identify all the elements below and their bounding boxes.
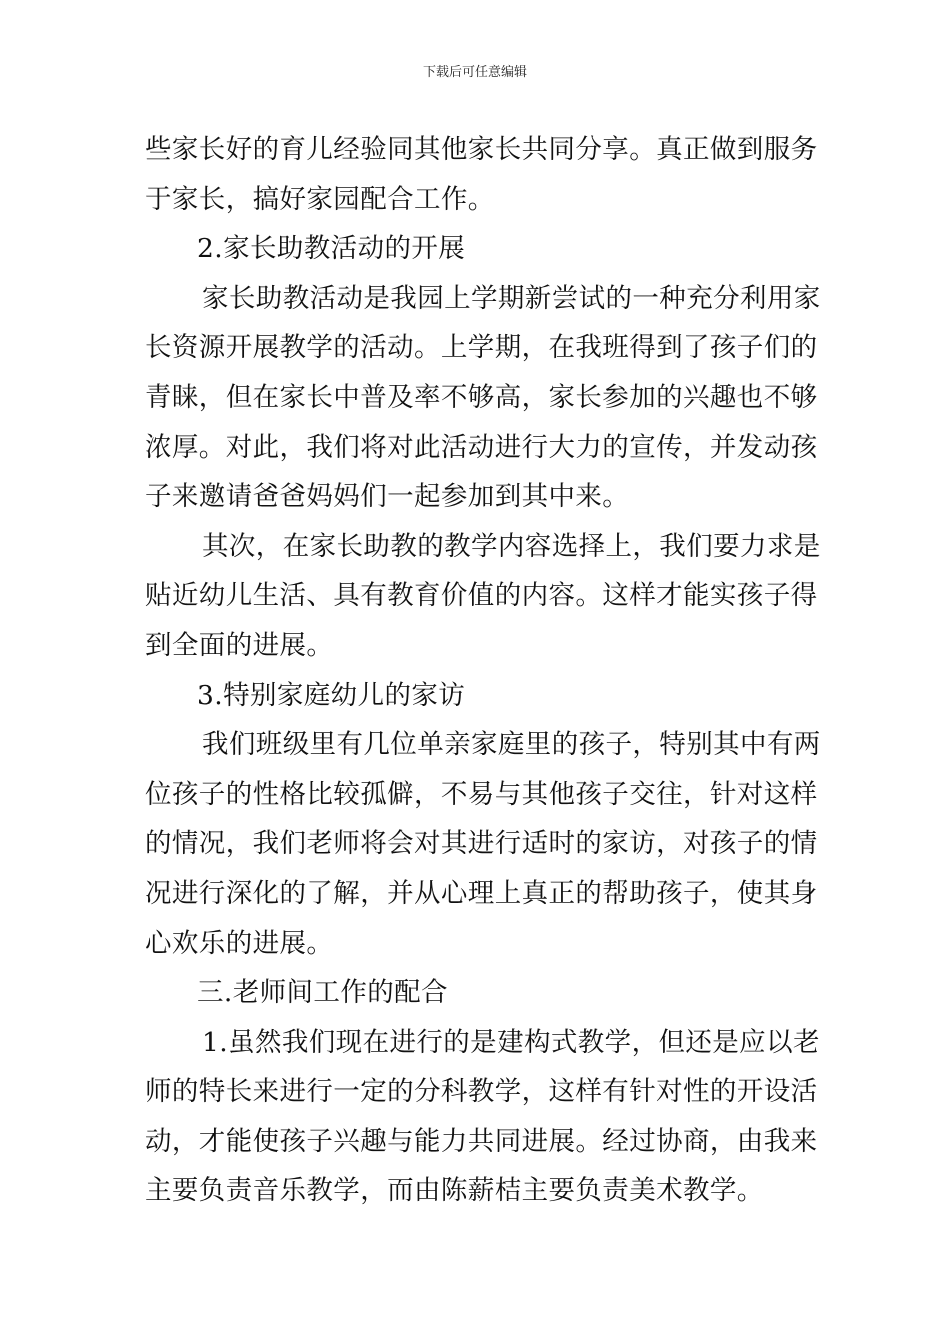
document-body bbox=[145, 125, 821, 1216]
text-line: 于家长，搞好家园配合工作。 bbox=[145, 183, 495, 215]
text-line: 些家长好的育儿经验同其他家长共同分享。真正做到服务 bbox=[145, 134, 818, 165]
text-line: 浓厚。对此，我们将对此活动进行大力的宣传，并发动孩 bbox=[145, 431, 818, 463]
section-heading: 3.特别家庭幼儿的家访 bbox=[197, 679, 466, 711]
text-line: 子来邀请爸爸妈妈们一起参加到其中来。 bbox=[145, 481, 630, 513]
text-line: 的情况，我们老师将会对其进行适时的家访，对孩子的情 bbox=[145, 828, 818, 860]
text-line: 动，才能使孩子兴趣与能力共同进展。经过协商，由我来 bbox=[145, 1125, 818, 1157]
text-line: 况进行深化的了解，并从心理上真正的帮助孩子，使其身 bbox=[145, 877, 818, 909]
paragraph-first-line: 我们班级里有几位单亲家庭里的孩子，特别其中有两 bbox=[202, 729, 821, 761]
text-line: 心欢乐的进展。 bbox=[145, 927, 334, 959]
text-line: 到全面的进展。 bbox=[145, 629, 334, 661]
paragraph-first-line: 其次，在家长助教的教学内容选择上，我们要力求是 bbox=[202, 530, 821, 562]
text-line: 贴近幼儿生活、具有教育价值的内容。这样才能实孩子得 bbox=[145, 580, 818, 612]
section-heading: 2.家长助教活动的开展 bbox=[197, 233, 466, 265]
text-line: 师的特长来进行一定的分科教学，这样有针对性的开设活 bbox=[145, 1076, 818, 1108]
section-heading: 三.老师间工作的配合 bbox=[197, 977, 448, 1009]
page-header: 下载后可任意编辑 bbox=[422, 65, 527, 80]
text-line: 位孩子的性格比较孤僻，不易与其他孩子交往，针对这样 bbox=[145, 778, 818, 810]
text-line: 长资源开展教学的活动。上学期，在我班得到了孩子们的 bbox=[145, 332, 818, 364]
text-line: 主要负责音乐教学，而由陈薪桔主要负责美术教学。 bbox=[145, 1175, 764, 1207]
text-line: 青睐，但在家长中普及率不够高，家长参加的兴趣也不够 bbox=[145, 381, 818, 413]
paragraph-first-line: 1.虽然我们现在进行的是建构式教学，但还是应以老 bbox=[202, 1026, 820, 1058]
paragraph-first-line: 家长助教活动是我园上学期新尝试的一种充分利用家 bbox=[202, 282, 821, 314]
